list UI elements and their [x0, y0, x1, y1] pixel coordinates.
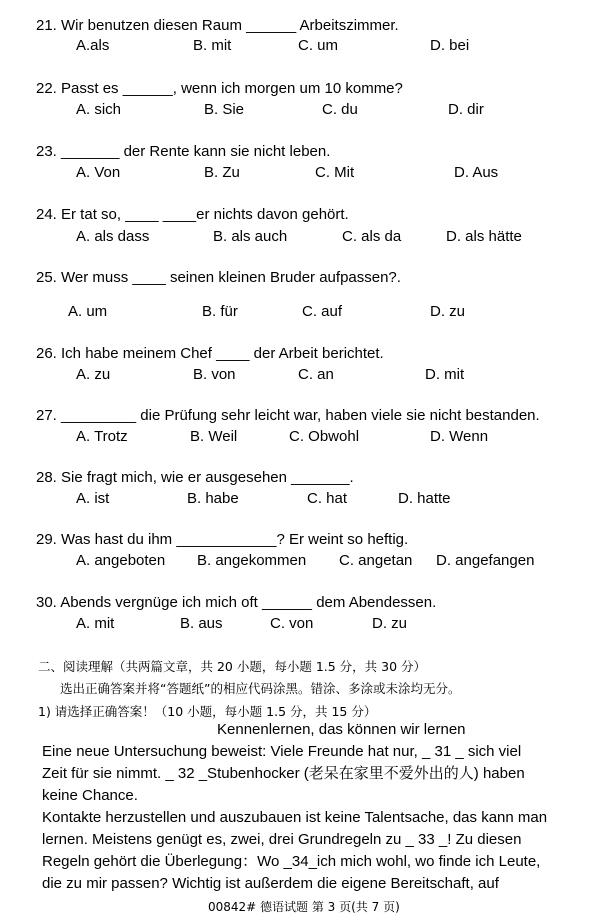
option-b: B. aus [180, 615, 223, 632]
option-c: C. Mit [315, 164, 355, 181]
question-text: 29. Was hast du ihm ____________? Er weint so heftig. [36, 531, 409, 548]
passage-line: Kontakte herzustellen und auszubauen ist keine Talentsache, das kann man [42, 809, 548, 826]
passage-line: die zu mir passen? Wichtig ist außerdem die eigene Bereitschaft, auf [42, 875, 499, 892]
option-d: D. zu [372, 615, 408, 632]
passage-line: lernen. Meistens genügt es, zwei, drei Grundregeln zu _ 33 _! Zu diesen [42, 831, 522, 848]
question-text: 25. Wer muss ____ seinen kleinen Bruder aufpassen?. [36, 269, 401, 286]
page-footer: 00842# 德语试题 第 3 页(共 7 页) [208, 900, 400, 914]
question-text: 26. Ich habe meinem Chef ____ der Arbeit berichtet. [36, 345, 384, 362]
option-c: C. als da [342, 228, 402, 245]
option-a: A. angeboten [76, 552, 166, 569]
option-a: A. um [68, 303, 108, 320]
option-d: D. hatte [398, 490, 451, 507]
passage-line: Eine neue Untersuchung beweist: Viele Freunde hat nur, _ 31 _ sich viel [42, 743, 522, 760]
option-b: B. Sie [204, 101, 245, 118]
passage-body [42, 741, 562, 895]
option-c: C. hat [307, 490, 348, 507]
option-b: B. habe [187, 490, 239, 507]
question-text: 28. Sie fragt mich, wie er ausgesehen _______. [36, 469, 354, 486]
passage-title: Kennenlernen, das können wir lernen [217, 721, 466, 738]
option-d: D. angefangen [436, 552, 535, 569]
option-a: A. als dass [76, 228, 150, 245]
option-a: A. ist [76, 490, 110, 507]
option-c: C. angetan [339, 552, 413, 569]
option-b: B. als auch [213, 228, 288, 245]
question-text: 22. Passt es ______, wenn ich morgen um 10 komme? [36, 80, 403, 97]
question-text: 21. Wir benutzen diesen Raum ______ Arbeitszimmer. [36, 17, 399, 34]
option-a: A. mit [76, 615, 115, 632]
question-text: 27. _________ die Prüfung sehr leicht war, haben viele sie nicht bestanden. [36, 407, 540, 424]
option-c: C. du [322, 101, 358, 118]
option-b: B. für [202, 303, 238, 320]
option-a: A. Von [76, 164, 121, 181]
question-text: 23. _______ der Rente kann sie nicht leben. [36, 143, 331, 160]
option-c: C. auf [302, 303, 343, 320]
option-c: C. um [298, 37, 339, 54]
option-d: D. als hätte [446, 228, 522, 245]
option-b: B. mit [193, 37, 232, 54]
option-d: D. Wenn [430, 428, 489, 445]
option-a: A. Trotz [76, 428, 128, 445]
passage-line: keine Chance. [42, 787, 138, 804]
option-a: A. sich [76, 101, 122, 118]
option-b: B. von [193, 366, 236, 383]
option-d: D. bei [430, 37, 470, 54]
option-a: A. zu [76, 366, 111, 383]
question-text: 30. Abends vergnüge ich mich oft ______ dem Abendessen. [36, 594, 437, 611]
option-d: D. zu [430, 303, 466, 320]
passage-line: Regeln gehört die Überlegung：Wo _34_ich mich wohl, wo finde ich Leute, [42, 853, 541, 870]
option-c: C. Obwohl [289, 428, 360, 445]
section-heading: 二、阅读理解（共两篇文章，共 20 小题，每小题 1.5 分，共 30 分） [38, 659, 427, 674]
subsection-heading: 1) 请选择正确答案！（10 小题，每小题 1.5 分，共 15 分） [38, 704, 377, 719]
option-d: D. dir [448, 101, 484, 118]
question-text: 24. Er tat so, ____ ____er nichts davon gehört. [36, 206, 349, 223]
section-instruction: 选出正确答案并将“答题纸”的相应代码涂黑。错涂、多涂或未涂均无分。 [60, 681, 461, 696]
passage-line: Zeit für sie nimmt. _ 32 _Stubenhocker (老呆在家里不爱外出的人) haben [42, 765, 525, 782]
option-b: B. Zu [204, 164, 240, 181]
option-b: B. angekommen [197, 552, 307, 569]
option-d: D. Aus [454, 164, 499, 181]
option-c: C. von [270, 615, 314, 632]
option-a: A.als [76, 37, 110, 54]
option-d: D. mit [425, 366, 465, 383]
option-c: C. an [298, 366, 334, 383]
option-b: B. Weil [190, 428, 238, 445]
